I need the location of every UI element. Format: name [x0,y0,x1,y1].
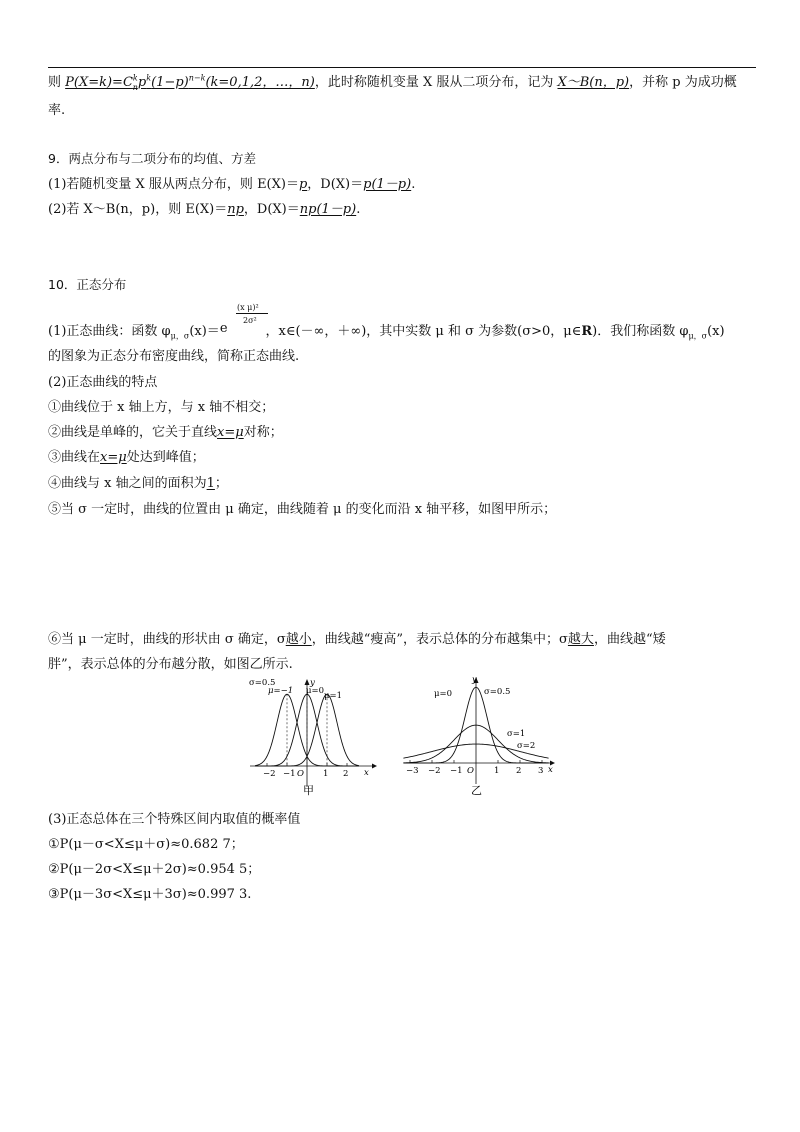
sec9-ans-ex-binom: np [227,202,244,217]
prob-1sigma: ①P(μ－σ<X≤μ＋σ)≈0.682 7； [48,837,244,852]
binom-text: 则 [48,75,66,90]
tick-label: 1 [323,769,329,779]
features-title: (2)正态曲线的特点 [48,375,158,390]
tick-label: −1 [450,766,463,776]
top-rule [48,67,756,68]
prob-2sigma: ②P(μ－2σ<X≤μ＋2σ)≈0.954 5； [48,862,261,877]
feature-5: ⑤当 σ 一定时，曲线的位置由 μ 确定，曲线随着 μ 的变化而沿 x 轴平移，如图甲所示； [48,502,557,517]
feature-4: ④曲线与 x 轴之间的面积为1； [48,476,228,491]
sec9-item2: (2)若 X～B(n，p)，则 E(X)＝np，D(X)＝np(1－p). [48,202,361,217]
normal-curve-def-line2: 的图象为正态分布密度曲线，简称正态曲线. [48,349,300,364]
binom-def-line1 [48,74,737,92]
exp-fraction-bar [236,313,268,314]
sec10-title: 10．正态分布 [48,277,127,292]
caption-jia: 甲 [303,784,314,797]
binom-def-line2: 率. [48,103,66,118]
feature-2: ②曲线是单峰的，它关于直线x=μ对称； [48,425,283,440]
tick-label: 3 [538,766,544,776]
y-label: y [310,678,315,688]
exp-base: e [219,321,228,336]
prob-title: (3)正态总体在三个特殊区间内取值的概率值 [48,812,301,827]
mu-label-neg1: μ=−1 [268,686,294,696]
normal-curve-def: (1)正态曲线：函数 $\varphi_{\mu,\sigma}(x)=e$ ，x∈(－∞，＋∞)，其中实数 μ 和 σ 为参数(σ>0，μ∈R)．我们称函数 $\varphi_{\mu,\sigma}(x)$ [48,321,725,341]
caption-yi: 乙 [471,784,482,797]
figure-jia [240,672,380,802]
sec9-ans-dx-two-point: p(1－p) [363,177,412,192]
y-label: y [472,675,477,685]
prob-3sigma: ③P(μ－3σ<X≤μ＋3σ)≈0.997 3. [48,887,252,902]
origin-label: O [467,766,474,776]
real-set: R [581,324,593,339]
x-label: x [548,765,553,775]
tick-label: −1 [283,769,296,779]
tick-label: 1 [494,766,500,776]
sigma-label-0-5: σ=0.5 [484,687,511,697]
sec9-ans-dx-binom: np(1－p) [299,202,357,217]
exp-denominator: 2σ² [243,316,257,325]
mu-label-0: μ=0 [306,686,325,696]
x-label: x [364,768,369,778]
binom-text-mid: ，此时称随机变量 X 服从二项分布，记为 [314,75,558,90]
figure-yi [400,672,560,802]
feature-3: ③曲线在x=μ处达到峰值； [48,450,205,465]
origin-label: O [297,769,304,779]
y-axis-arrow [305,679,310,685]
tick-label: 2 [343,769,349,779]
tick-label: −3 [406,766,419,776]
x-axis-arrow [372,764,377,769]
sec9-item1: (1)若随机变量 X 服从两点分布，则 E(X)＝p，D(X)＝p(1－p). [48,177,416,192]
feature-1: ①曲线位于 x 轴上方，与 x 轴不相交； [48,400,275,415]
exp-numerator: (x μ)² [237,303,259,312]
binom-formula: $P(X=k)=C^k_np^k(1-p)^{n-k}(k=0,1,2$，…，n) [65,73,315,92]
feature-6: ⑥当 μ 一定时，曲线的形状由 σ 确定，σ越小，曲线越“瘦高”，表示总体的分布越集中；σ越大，曲线越“矮 [48,632,666,647]
mu-label: μ=0 [434,689,453,699]
sigma-label: σ=0.5 [249,678,276,688]
tick-label: −2 [263,769,276,779]
binom-notation: X～B(n，p) [557,75,630,90]
feature-6-line2: 胖”，表示总体的分布越分散，如图乙所示. [48,657,293,672]
mu-label-1: μ=1 [324,691,343,701]
binom-text-post: ，并称 p 为成功概 [629,75,737,90]
sigma-label-1: σ=1 [507,729,526,739]
sec9-ans-ex-two-point: p [298,177,308,192]
sigma-label-2: σ=2 [517,741,536,751]
tick-label: 2 [516,766,522,776]
tick-label: −2 [428,766,441,776]
sec9-title: 9．两点分布与二项分布的均值、方差 [48,151,256,166]
